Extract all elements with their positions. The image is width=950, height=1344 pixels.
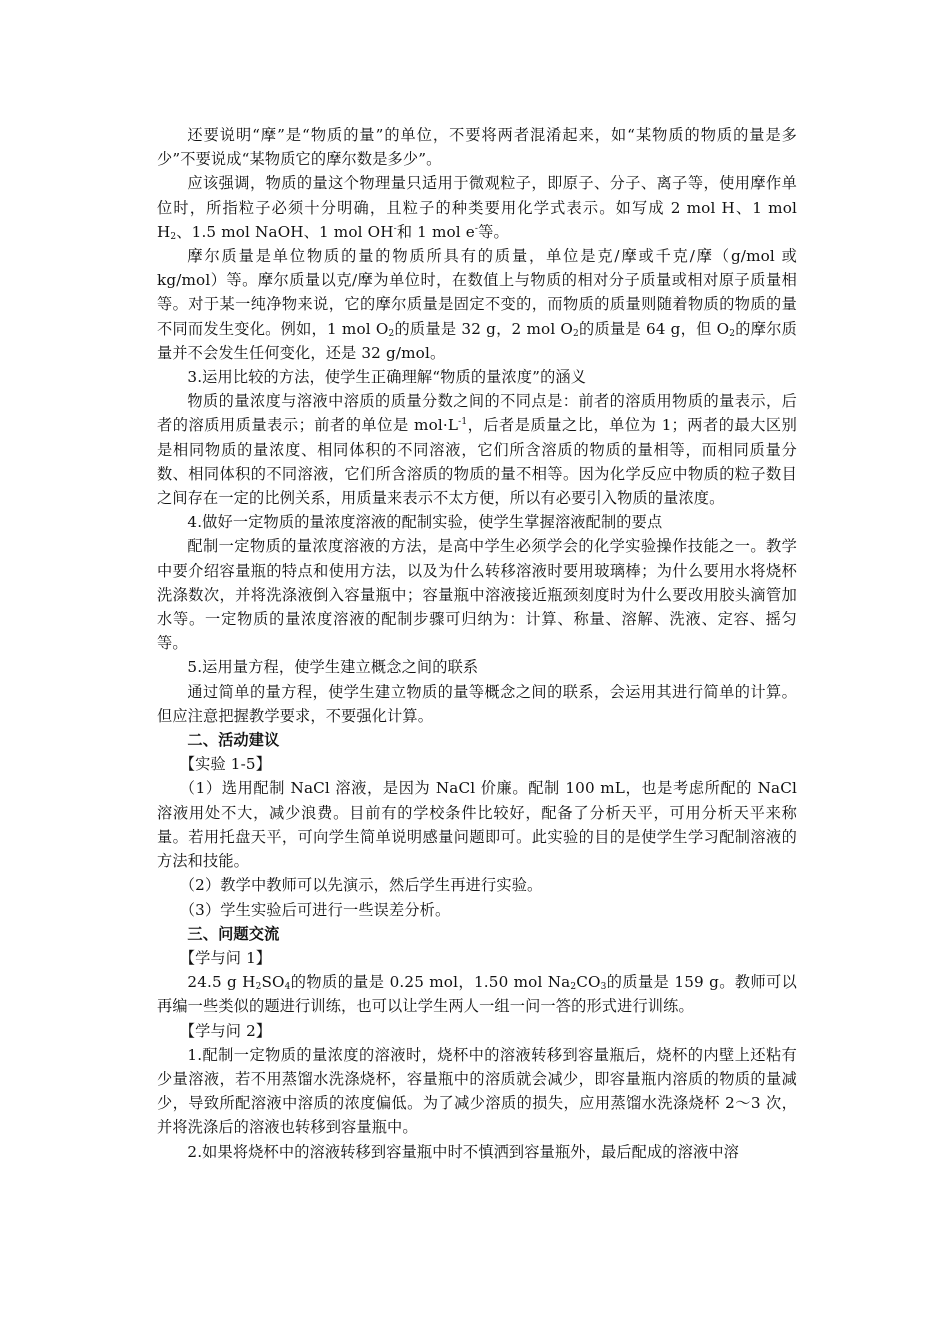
paragraph-text: 的质量是 159 g。教师可以再编一些类似的题进行训练，也可以让学生两人一组一问一答的形式进行训练。 xyxy=(157,973,797,1016)
paragraph-text: 和 1 mol e xyxy=(396,222,475,241)
paragraph-text: 、1.5 mol NaOH、1 mol OH xyxy=(176,222,394,241)
paragraph-text: 的质量是 32 g，2 mol O xyxy=(394,319,574,338)
subscript: 2 xyxy=(388,328,395,339)
paragraph-text: 的摩尔质量并不会发生任何变化，还是 32 g/mol。 xyxy=(157,319,797,362)
label-experiment-1-5: 【实验 1-5】 xyxy=(179,755,272,774)
paragraph-text: 24.5 g H xyxy=(187,973,256,992)
paragraph-quantity-equation: 通过简单的量方程，使学生建立物质的量等概念之间的联系，会运用其进行简单的计算。但应注意把握教学要求，不要强化计算。 xyxy=(157,682,797,725)
paragraph-experiment-item-1: （1）选用配制 NaCl 溶液，是因为 NaCl 价廉。配制 100 mL，也是考虑所配的 NaCl 溶液用处不大，减少浪费。目前有的学校条件比较好，配备了分析天平，可用分析天平来称量。若用托盘天平，可向学生简单说明感量问题即可。此实验的目的是使学生学习配制溶液的方法和技能。 xyxy=(157,779,797,871)
label-learn-and-ask-2: 【学与问 2】 xyxy=(179,1021,272,1040)
section-point-5: 5.运用量方程，使学生建立概念之间的联系 xyxy=(187,658,479,677)
label-learn-and-ask-1: 【学与问 1】 xyxy=(179,948,272,967)
heading-activity-suggestions: 二、活动建议 xyxy=(187,731,280,750)
superscript: - xyxy=(393,223,397,234)
paragraph-experiment-item-2: （2）教学中教师可以先演示，然后学生再进行实验。 xyxy=(179,876,543,895)
paragraph-text: 摩尔质量是单位物质的量的物质所具有的质量，单位是克/摩或千克/摩（g/mol 或 kg/mol）等。摩尔质量以克/摩为单位时，在数值上与物质的相对分子质量或相对原子质量相等。对于某一纯净物来说，它的摩尔质量是固定不变的，而物质的质量则随着物质的物质的量不同而发生变化。例如，1 mol O xyxy=(157,247,797,338)
paragraph-answer-1 xyxy=(157,970,797,1018)
subscript: 4 xyxy=(284,982,291,993)
subscript: 3 xyxy=(600,982,607,993)
subscript: 2 xyxy=(255,982,262,993)
paragraph-text: 的物质的量是 0.25 mol，1.50 mol Na xyxy=(290,973,571,992)
paragraph-answer-2-item-1: 1.配制一定物质的量浓度的溶液时，烧杯中的溶液转移到容量瓶后，烧杯的内壁上还粘有少量溶液，若不用蒸馏水洗涤烧杯，容量瓶中的溶质就会减少，即容量瓶内溶质的物质的量减少，导致所配溶液中溶质的浓度偏低。为了减少溶质的损失，应用蒸馏水洗涤烧杯 2～3 次，并将洗涤后的溶液也转移到容量瓶中。 xyxy=(157,1045,797,1137)
document-body xyxy=(157,123,797,1164)
superscript: -1 xyxy=(458,417,468,428)
subscript: 2 xyxy=(573,328,579,339)
paragraph-answer-2-item-2: 2.如果将烧杯中的溶液转移到容量瓶中时不慎洒到容量瓶外，最后配成的溶液中溶 xyxy=(187,1142,739,1161)
paragraph-text: 还要说明“摩”是“物质的量”的单位，不要将两者混淆起来，如“某物质的物质的量是多少”不要说成“某物质它的摩尔数是多少”。 xyxy=(157,126,797,169)
paragraph-text: 等。 xyxy=(478,222,509,241)
superscript: - xyxy=(474,223,479,234)
paragraph-concentration xyxy=(157,389,797,510)
section-point-4: 4.做好一定物质的量浓度溶液的配制实验，使学生掌握溶液配制的要点 xyxy=(187,513,663,532)
paragraph-solution-preparation: 配制一定物质的量浓度溶液的方法，是高中学生必须学会的化学实验操作技能之一。教学中要介绍容量瓶的特点和使用方法，以及为什么转移溶液时要用玻璃棒；为什么要用水将烧杯洗涤数次，并将洗涤液倒入容量瓶中；容量瓶中溶液接近瓶颈刻度时为什么要改用胶头滴管加水等。一定物质的量浓度溶液的配制步骤可归纳为：计算、称量、溶解、洗液、定容、摇匀等。 xyxy=(157,537,797,653)
heading-question-exchange: 三、问题交流 xyxy=(187,924,280,943)
subscript: 2 xyxy=(570,982,577,993)
paragraph-text: ，后者是质量之比，单位为 1；两者的最大区别是相同物质的量浓度、相同体积的不同溶液，它们所含溶质的物质的量相等，而相同质量分数、相同体积的不同溶液，它们所含溶质的物质的量不相等。因为化学反应中物质的粒子数目之间存在一定的比例关系，用质量来表示不太方便，所以有必要引入物质的量浓度。 xyxy=(157,416,797,508)
paragraph-text: 物质的量浓度与溶液中溶质的质量分数之间的不同点是：前者的溶质用物质的量表示，后者的溶质用质量表示；前者的单位是 mol·L xyxy=(157,392,797,435)
paragraph-molar-mass xyxy=(157,244,797,365)
paragraph-particle-notation xyxy=(157,171,797,244)
section-point-3: 3.运用比较的方法，使学生正确理解“物质的量浓度”的涵义 xyxy=(187,368,587,387)
subscript: 2 xyxy=(729,328,736,339)
paragraph-text: 的质量是 64 g，但 O xyxy=(578,319,730,338)
paragraph-text: 应该强调，物质的量这个物理量只适用于微观粒子，即原子、分子、离子等，使用摩作单位时，所指粒子必须十分明确，且粒子的种类要用化学式表示。如写成 2 mol H、1 mol H xyxy=(157,174,797,241)
paragraph-text: SO xyxy=(261,973,285,992)
paragraph-text: CO xyxy=(576,973,601,992)
paragraph-experiment-item-3: （3）学生实验后可进行一些误差分析。 xyxy=(179,900,451,919)
paragraph-mole-unit xyxy=(157,123,797,171)
subscript: 2 xyxy=(170,231,177,242)
